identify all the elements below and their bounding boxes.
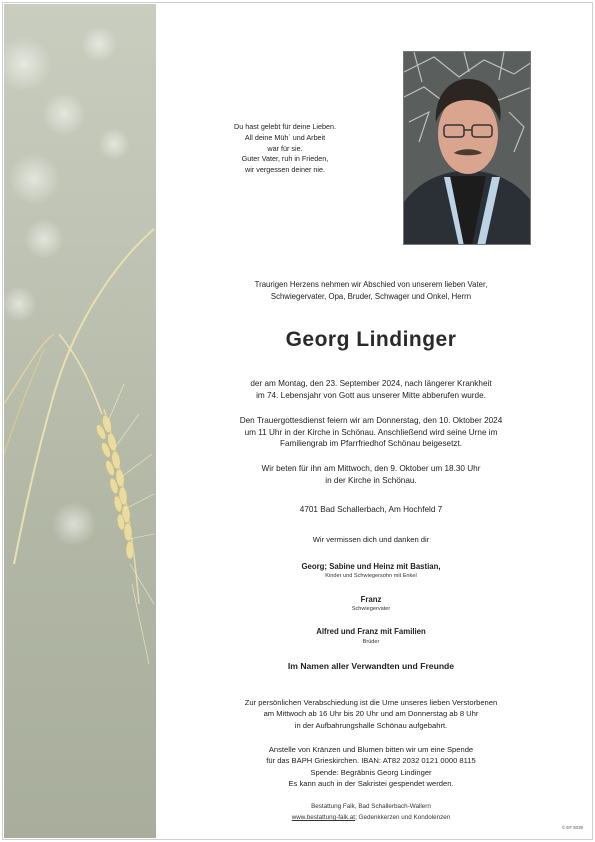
prayer-text <box>170 463 572 486</box>
memorial-verse <box>188 122 382 176</box>
farewell-line: Zur persönlichen Verabschiedung ist die Urne unseres lieben Verstorbenen <box>244 698 498 707</box>
wheat-illustration <box>4 4 156 838</box>
verse-line: Du hast gelebt für deine Lieben. <box>234 122 336 131</box>
farewell-line: am Mittwoch ab 16 Uhr bis 20 Uhr und am Donnerstag ab 8 Uhr <box>263 709 479 719</box>
farewell-text <box>170 697 572 731</box>
intro-line: Traurigen Herzens nehmen wir Abschied von unserem lieben Vater, <box>254 280 488 289</box>
farewell-line: in der Aufbahrungshalle Schönau aufgebahrt. <box>294 720 448 730</box>
death-notice-line: im 74. Lebensjahr von Gott aus unserer Mitte abberufen wurde. <box>256 390 486 400</box>
family-member-name: Alfred und Franz mit Familien <box>316 627 426 636</box>
verse-line: wir vergessen deiner nie. <box>245 165 325 175</box>
verse-line: war für sie. <box>267 143 303 153</box>
footer-link-suffix: ; Gedenkkerzen und Kondolenzen <box>355 814 451 821</box>
donation-line: für das BAPH Grieskirchen. IBAN: AT82 2032 0121 0000 8115 <box>266 756 476 766</box>
address: 4701 Bad Schallerbach, Am Hochfeld 7 <box>299 505 443 514</box>
verse-line: Guter Vater, ruh in Frieden, <box>241 154 329 164</box>
donation-line: Anstelle von Kränzen und Blumen bitten wir um eine Spende <box>268 745 474 754</box>
family-member-relation: Brüder <box>362 639 380 645</box>
funeral-line: um 11 Uhr in der Kirche in Schönau. Anschließend wird seine Urne im <box>244 427 498 437</box>
footer-link-line <box>170 812 572 823</box>
prayer-line: in der Kirche in Schönau. <box>325 475 417 485</box>
prayer-line: Wir beten für ihn am Mittwoch, den 9. Oktober um 18.30 Uhr <box>261 464 481 473</box>
intro-line: Schwiegervater, Opa, Bruder, Schwager und Onkel, Herrn <box>270 291 472 301</box>
funeral-service-text <box>170 415 572 450</box>
death-notice <box>170 378 572 401</box>
donation-text <box>170 744 572 790</box>
portrait-photo <box>403 51 531 245</box>
copyright-mark: © EF 5039 <box>561 825 583 830</box>
intro-text <box>170 279 572 302</box>
footer <box>170 801 572 823</box>
all-relatives: Im Namen aller Verwandten und Freunde <box>287 661 455 671</box>
family-member-name: Georg; Sabine und Heinz mit Bastian, <box>301 562 441 571</box>
donation-line: Es kann auch in der Sakristei gespendet werden. <box>288 779 454 789</box>
donation-line: Spende: Begräbnis Georg Lindinger <box>310 767 432 777</box>
deceased-name: Georg Lindinger <box>285 328 457 351</box>
family-member-relation: Schwiegervater <box>351 606 391 612</box>
wheat-stalk-image <box>4 4 156 838</box>
verse-line: All deine Müh´ und Arbeit <box>244 132 326 142</box>
funeral-line: Den Trauergottesdienst feiern wir am Donnerstag, den 10. Oktober 2024 <box>239 416 503 425</box>
funeral-line: Familiengrab im Pfarrfriedhof Schönau beigesetzt. <box>279 439 463 449</box>
website-link[interactable]: www.bestattung-falk.at <box>291 814 356 821</box>
death-notice-line: der am Montag, den 23. September 2024, nach längerer Krankheit <box>250 379 492 388</box>
funeral-home-name: Bestattung Falk, Bad Schallerbach-Wallern <box>311 803 431 810</box>
family-member-relation: Kinder und Schwiegersohn mit Enkel <box>325 573 417 579</box>
family-member-name: Franz <box>360 595 382 604</box>
portrait-image <box>404 52 531 245</box>
miss-line: Wir vermissen dich und danken dir <box>312 535 430 544</box>
